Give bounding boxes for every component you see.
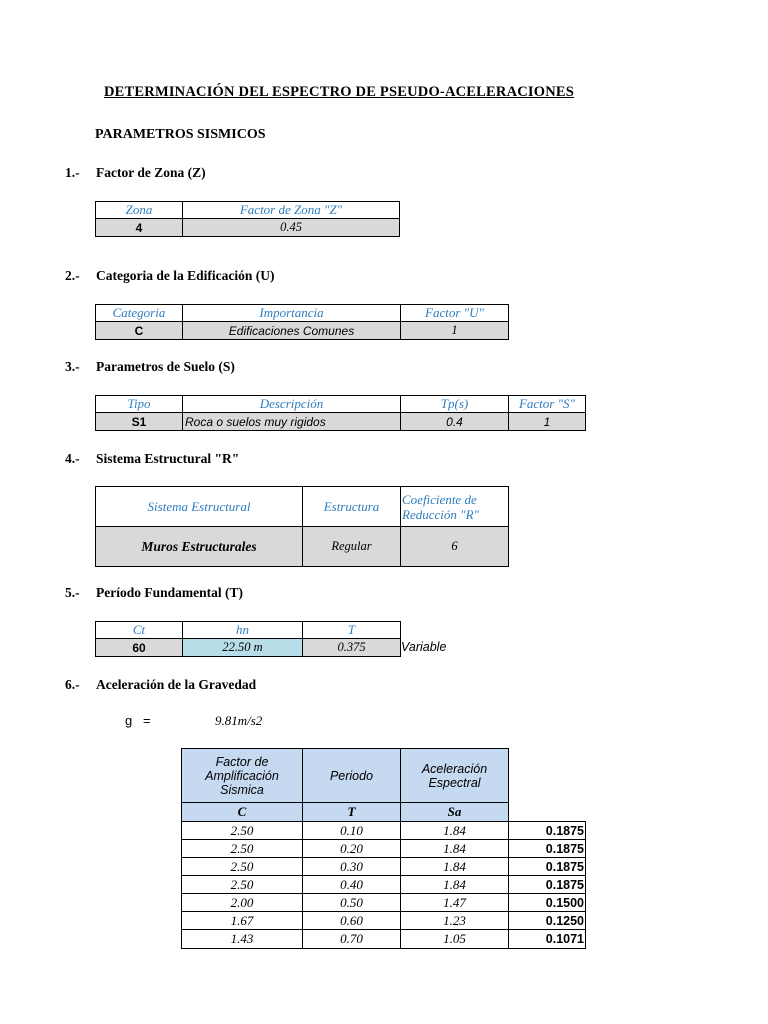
hn-value[interactable]: 22.50 m [182, 638, 303, 657]
t-cell: 0.40 [302, 875, 401, 894]
c-cell: 2.00 [181, 893, 303, 912]
factor-z-value: 0.45 [182, 218, 400, 237]
gravity-label: g [125, 713, 133, 728]
t-symbol-header: T [302, 802, 401, 822]
categoria-value: C [95, 321, 183, 340]
section-title-suelo: Parametros de Suelo (S) [96, 359, 235, 374]
section-title-zona: Factor de Zona (Z) [96, 165, 206, 180]
factor-u-value: 1 [400, 321, 509, 340]
zona-header: Zona [95, 201, 183, 219]
section-number: 6.- [65, 677, 80, 692]
ratio-cell: 0.1875 [508, 875, 586, 894]
tipo-value: S1 [95, 412, 183, 431]
ratio-cell: 0.1071 [508, 929, 586, 949]
sa-cell: 1.47 [400, 893, 509, 912]
ratio-cell: 0.1875 [508, 821, 586, 840]
section-title-categoria: Categoria de la Edificación (U) [96, 268, 275, 283]
gravity-equals: = [143, 713, 151, 728]
categoria-header: Categoria [95, 304, 183, 322]
factor-u-header: Factor "U" [400, 304, 509, 322]
sa-cell: 1.84 [400, 875, 509, 894]
page-title: DETERMINACIÓN DEL ESPECTRO DE PSEUDO-ACELERACIONES [104, 84, 575, 100]
estructura-value: Regular [302, 526, 401, 567]
section-number: 2.- [65, 268, 80, 283]
t-header: T [302, 621, 401, 639]
sa-symbol-header: Sa [400, 802, 509, 822]
section-number: 1.- [65, 165, 80, 180]
section-number: 3.- [65, 359, 80, 374]
descripcion-header: Descripción [182, 395, 401, 413]
c-cell: 2.50 [181, 839, 303, 858]
factor-s-header: Factor "S" [508, 395, 586, 413]
ratio-cell: 0.1875 [508, 839, 586, 858]
periodo-header: Periodo [302, 748, 401, 803]
factor-amplificacion-header: Factor de Amplificación Sismica [181, 748, 303, 803]
tipo-header: Tipo [95, 395, 183, 413]
section-title-gravedad: Aceleración de la Gravedad [96, 677, 257, 692]
importancia-value: Edificaciones Comunes [182, 321, 401, 340]
t-cell: 0.50 [302, 893, 401, 912]
importancia-header: Importancia [182, 304, 401, 322]
t-cell: 0.30 [302, 857, 401, 876]
estructura-header: Estructura [302, 486, 401, 527]
c-cell: 2.50 [181, 821, 303, 840]
sistema-value: Muros Estructurales [95, 526, 303, 567]
gravity-value: 9.81m/s2 [215, 713, 263, 728]
c-cell: 2.50 [181, 857, 303, 876]
ratio-cell: 0.1500 [508, 893, 586, 912]
section-title-periodo: Período Fundamental (T) [96, 585, 243, 600]
sistema-header: Sistema Estructural [95, 486, 303, 527]
c-symbol-header: C [181, 802, 303, 822]
ct-header: Ct [95, 621, 183, 639]
ratio-cell: 0.1250 [508, 911, 586, 930]
sa-cell: 1.84 [400, 821, 509, 840]
ratio-cell: 0.1875 [508, 857, 586, 876]
tp-value: 0.4 [400, 412, 509, 431]
section-title-sistema: Sistema Estructural "R" [96, 451, 240, 466]
c-cell: 1.43 [181, 929, 303, 949]
section-number: 4.- [65, 451, 80, 466]
section-number: 5.- [65, 585, 80, 600]
t-cell: 0.70 [302, 929, 401, 949]
t-value: 0.375 [302, 638, 401, 657]
factor-s-value: 1 [508, 412, 586, 431]
sa-cell: 1.23 [400, 911, 509, 930]
sa-cell: 1.05 [400, 929, 509, 949]
ct-value: 60 [95, 638, 183, 657]
section-heading: PARAMETROS SISMICOS [95, 127, 266, 142]
coeficiente-r-header: Coeficiente de Reducción "R" [400, 486, 509, 527]
aceleracion-espectral-header: Aceleración Espectral [400, 748, 509, 803]
c-cell: 1.67 [181, 911, 303, 930]
variable-note: Variable [401, 640, 447, 654]
sa-cell: 1.84 [400, 839, 509, 858]
sa-cell: 1.84 [400, 857, 509, 876]
zona-value: 4 [95, 218, 183, 237]
c-cell: 2.50 [181, 875, 303, 894]
factor-z-header: Factor de Zona "Z" [182, 201, 400, 219]
t-cell: 0.20 [302, 839, 401, 858]
tp-header: Tp(s) [400, 395, 509, 413]
t-cell: 0.60 [302, 911, 401, 930]
t-cell: 0.10 [302, 821, 401, 840]
hn-header: hn [182, 621, 303, 639]
descripcion-value: Roca o suelos muy rigidos [182, 412, 401, 431]
coeficiente-r-value: 6 [400, 526, 509, 567]
